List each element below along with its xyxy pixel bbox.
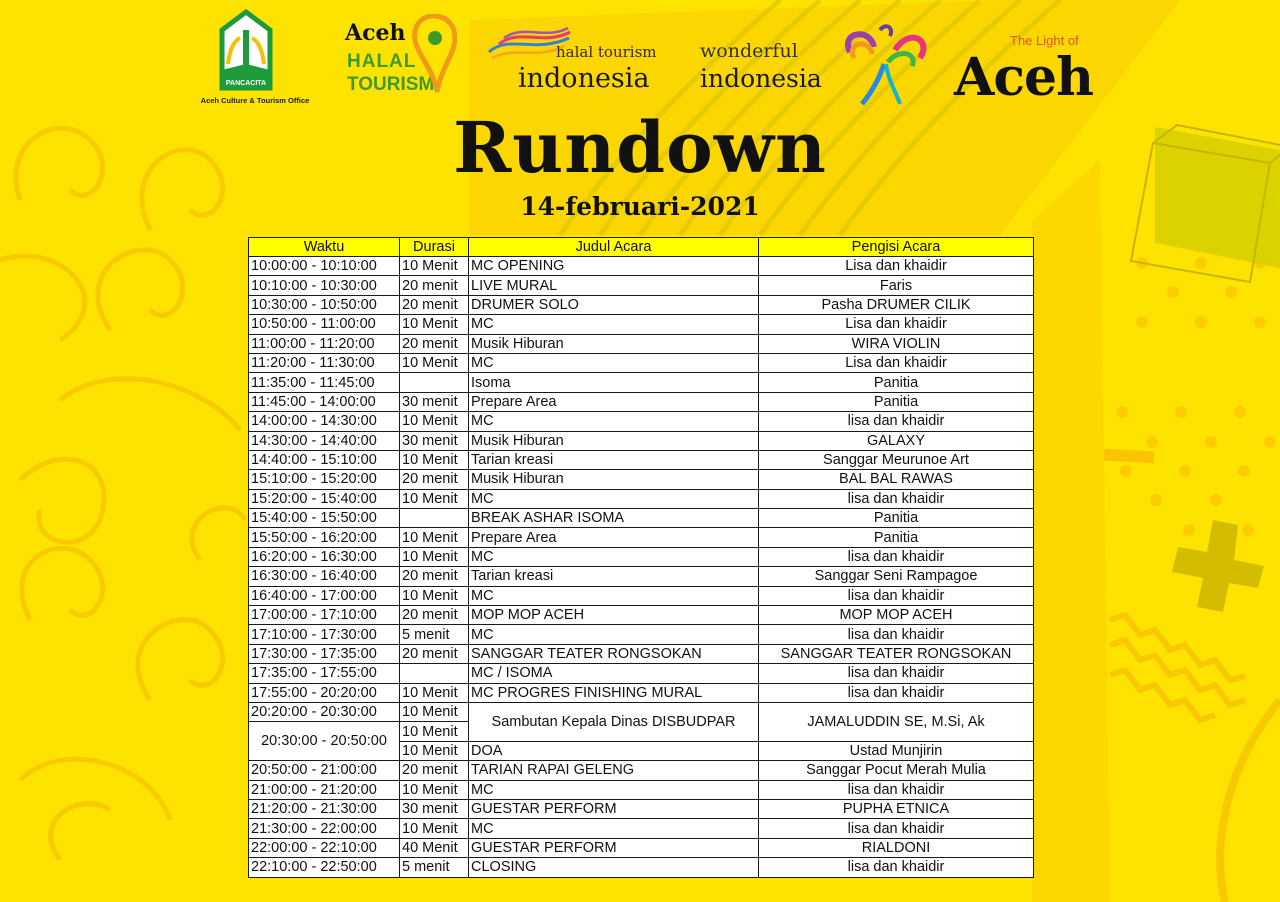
cell-durasi: 20 menit [400,761,469,780]
table-row [249,334,1034,353]
cell-pengisi: PUPHA ETNICA [759,799,1034,818]
wonderful-line1: wonderful [700,40,798,62]
cell-durasi: 20 menit [400,470,469,489]
cell-durasi: 10 Menit [400,315,469,334]
cell-waktu: 14:30:00 - 14:40:00 [249,431,400,450]
garuda-bird-icon [840,22,928,107]
cell-pengisi: lisa dan khaidir [759,780,1034,799]
cell-judul: LIVE MURAL [469,276,759,295]
cell-waktu-merged: 20:30:00 - 20:50:00 [249,722,400,761]
table-row [249,547,1034,566]
cell-pengisi: SANGGAR TEATER RONGSOKAN [759,644,1034,663]
cell-judul: MC [469,819,759,838]
cell-judul: MOP MOP ACEH [469,606,759,625]
column-header-pengisi-acara: Pengisi Acara [759,238,1034,257]
pancacita-label: PANCACITA [225,80,267,87]
halal-tourism-line1: halal tourism [556,43,657,61]
cell-durasi: 10 Menit [400,353,469,372]
cell-judul: CLOSING [469,858,759,877]
cell-durasi: 30 menit [400,392,469,411]
cell-durasi: 10 Menit [400,450,469,469]
cell-waktu: 17:55:00 - 20:20:00 [249,683,400,702]
cell-waktu: 22:10:00 - 22:50:00 [249,858,400,877]
event-date: 14-februari-2021 [520,192,760,221]
halal-tourism-line2: indonesia [518,63,650,94]
cell-judul: MC [469,780,759,799]
cell-pengisi: Faris [759,276,1034,295]
table-row [249,799,1034,818]
cell-pengisi: Pasha DRUMER CILIK [759,295,1034,314]
cell-pengisi: lisa dan khaidir [759,664,1034,683]
cell-durasi [400,509,469,528]
cell-waktu: 21:20:00 - 21:30:00 [249,799,400,818]
pancacita-caption: Aceh Culture & Tourism Office [200,96,310,105]
cell-durasi [400,664,469,683]
cell-waktu: 15:10:00 - 15:20:00 [249,470,400,489]
cell-waktu: 15:50:00 - 16:20:00 [249,528,400,547]
cell-waktu: 15:20:00 - 15:40:00 [249,489,400,508]
table-row [249,528,1034,547]
cell-judul: MC [469,489,759,508]
rundown-table [248,237,1034,878]
cell-waktu: 16:30:00 - 16:40:00 [249,567,400,586]
cell-waktu: 14:00:00 - 14:30:00 [249,412,400,431]
cell-waktu: 17:30:00 - 17:35:00 [249,644,400,663]
table-row [249,606,1034,625]
cell-waktu: 16:20:00 - 16:30:00 [249,547,400,566]
cell-judul: Prepare Area [469,528,759,547]
table-row [249,780,1034,799]
cell-judul: GUESTAR PERFORM [469,838,759,857]
cell-pengisi: Sanggar Seni Rampagoe [759,567,1034,586]
table-row [249,644,1034,663]
cell-judul: MC [469,625,759,644]
cell-waktu: 17:10:00 - 17:30:00 [249,625,400,644]
cell-durasi: 10 Menit [400,683,469,702]
cell-waktu: 17:35:00 - 17:55:00 [249,664,400,683]
cell-pengisi: Sanggar Pocut Merah Mulia [759,761,1034,780]
cell-judul: TARIAN RAPAI GELENG [469,761,759,780]
cell-judul: Musik Hiburan [469,431,759,450]
table-row [249,276,1034,295]
cell-judul: Isoma [469,373,759,392]
wonderful-indonesia-logo [700,22,925,107]
table-header-row [249,238,1034,257]
cell-pengisi: lisa dan khaidir [759,858,1034,877]
cell-judul: MC PROGRES FINISHING MURAL [469,683,759,702]
cell-durasi: 10 Menit [400,780,469,799]
cell-durasi: 20 menit [400,295,469,314]
cell-durasi: 10 Menit [400,547,469,566]
table-row [249,489,1034,508]
cell-pengisi: Sanggar Meurunoe Art [759,450,1034,469]
cell-pengisi: Lisa dan khaidir [759,353,1034,372]
cell-waktu: 11:45:00 - 14:00:00 [249,392,400,411]
table-row [249,353,1034,372]
cell-durasi: 20 menit [400,334,469,353]
table-row [249,470,1034,489]
column-header-waktu: Waktu [249,238,400,257]
column-header-durasi: Durasi [400,238,469,257]
cell-durasi: 20 menit [400,606,469,625]
table-row [249,257,1034,276]
cell-durasi: 10 Menit [400,586,469,605]
table-row [249,509,1034,528]
cell-judul: SANGGAR TEATER RONGSOKAN [469,644,759,663]
cell-durasi: 10 Menit [400,722,469,741]
table-row [249,567,1034,586]
cell-waktu: 11:20:00 - 11:30:00 [249,353,400,372]
table-row [249,295,1034,314]
cell-pengisi: Lisa dan khaidir [759,315,1034,334]
cell-pengisi: lisa dan khaidir [759,819,1034,838]
cell-pengisi: Lisa dan khaidir [759,257,1034,276]
location-pin-icon [411,14,457,94]
cell-judul: MC [469,353,759,372]
cell-durasi: 10 Menit [400,702,469,721]
cell-waktu: 20:50:00 - 21:00:00 [249,761,400,780]
cell-durasi: 40 Menit [400,838,469,857]
cell-judul: Tarian kreasi [469,450,759,469]
cell-waktu: 11:35:00 - 11:45:00 [249,373,400,392]
cell-pengisi: Panitia [759,392,1034,411]
cell-waktu: 10:10:00 - 10:30:00 [249,276,400,295]
cell-judul: Prepare Area [469,392,759,411]
cell-waktu: 11:00:00 - 11:20:00 [249,334,400,353]
table-row [249,838,1034,857]
cell-durasi: 5 menit [400,858,469,877]
cell-pengisi: lisa dan khaidir [759,625,1034,644]
table-row [249,625,1034,644]
light-of-aceh-logo [950,22,1120,108]
cell-durasi: 10 Menit [400,819,469,838]
pancacita-logo [200,8,310,108]
cell-waktu: 10:00:00 - 10:10:00 [249,257,400,276]
cell-pengisi: GALAXY [759,431,1034,450]
cell-durasi: 5 menit [400,625,469,644]
cell-waktu: 21:00:00 - 21:20:00 [249,780,400,799]
cell-durasi: 30 menit [400,431,469,450]
cell-waktu: 22:00:00 - 22:10:00 [249,838,400,857]
cell-judul: MC [469,586,759,605]
cell-waktu: 14:40:00 - 15:10:00 [249,450,400,469]
cell-waktu: 10:30:00 - 10:50:00 [249,295,400,314]
cell-pengisi: BAL BAL RAWAS [759,470,1034,489]
cell-judul: BREAK ASHAR ISOMA [469,509,759,528]
cell-waktu: 16:40:00 - 17:00:00 [249,586,400,605]
page-title: Rundown [453,106,827,189]
table-row [249,373,1034,392]
cell-judul: MC / ISOMA [469,664,759,683]
cell-pengisi: Panitia [759,509,1034,528]
aceh-halal-brand: Aceh [345,20,406,46]
table-row [249,702,1034,721]
cell-durasi: 30 menit [400,799,469,818]
table-row [249,683,1034,702]
cell-pengisi: WIRA VIOLIN [759,334,1034,353]
cell-durasi: 20 menit [400,567,469,586]
cell-pengisi: lisa dan khaidir [759,683,1034,702]
cell-pengisi: lisa dan khaidir [759,547,1034,566]
cell-waktu: 21:30:00 - 22:00:00 [249,819,400,838]
cell-judul: DRUMER SOLO [469,295,759,314]
cell-waktu: 10:50:00 - 11:00:00 [249,315,400,334]
cell-durasi: 10 Menit [400,412,469,431]
cell-judul: MC [469,412,759,431]
cell-pengisi: lisa dan khaidir [759,586,1034,605]
cell-waktu: 15:40:00 - 15:50:00 [249,509,400,528]
wonderful-line2: indonesia [700,64,822,93]
cell-judul: MC OPENING [469,257,759,276]
table-row [249,858,1034,877]
cell-pengisi: Panitia [759,528,1034,547]
cell-durasi: 10 Menit [400,741,469,760]
table-row [249,431,1034,450]
cell-pengisi: lisa dan khaidir [759,489,1034,508]
table-row [249,819,1034,838]
table-row [249,664,1034,683]
pancacita-shield-icon [200,8,310,108]
halal-tourism-indonesia-logo [484,20,669,100]
cell-pengisi: RIALDONI [759,838,1034,857]
cell-judul-merged: Sambutan Kepala Dinas DISBUDPAR [469,702,759,741]
cell-pengisi: MOP MOP ACEH [759,606,1034,625]
logo-bar [0,0,1280,110]
cell-durasi: 10 Menit [400,528,469,547]
cell-judul: DOA [469,741,759,760]
aceh-halal-tourism-logo [345,12,460,98]
cell-durasi: 10 Menit [400,257,469,276]
cell-durasi: 20 menit [400,644,469,663]
table-row [249,450,1034,469]
cell-judul: Musik Hiburan [469,470,759,489]
table-row [249,761,1034,780]
cell-waktu: 20:20:00 - 20:30:00 [249,702,400,721]
cell-judul: Tarian kreasi [469,567,759,586]
cell-pengisi: Panitia [759,373,1034,392]
aceh-halal-line2: TOURISM [347,74,435,95]
aceh-halal-line1: HALAL [347,51,417,72]
light-of-tagline: The Light of [1010,33,1079,48]
table-row [249,412,1034,431]
light-of-brand: Aceh [954,47,1093,108]
table-row [249,315,1034,334]
cell-judul: GUESTAR PERFORM [469,799,759,818]
cell-pengisi: lisa dan khaidir [759,412,1034,431]
cell-durasi [400,373,469,392]
cell-judul: MC [469,315,759,334]
cell-judul: Musik Hiburan [469,334,759,353]
cell-pengisi-merged: JAMALUDDIN SE, M.Si, Ak [759,702,1034,741]
cell-judul: MC [469,547,759,566]
table-row [249,586,1034,605]
cell-durasi: 20 menit [400,276,469,295]
cell-waktu: 17:00:00 - 17:10:00 [249,606,400,625]
cell-durasi: 10 Menit [400,489,469,508]
table-row [249,392,1034,411]
column-header-judul-acara: Judul Acara [469,238,759,257]
cell-pengisi: Ustad Munjirin [759,741,1034,760]
